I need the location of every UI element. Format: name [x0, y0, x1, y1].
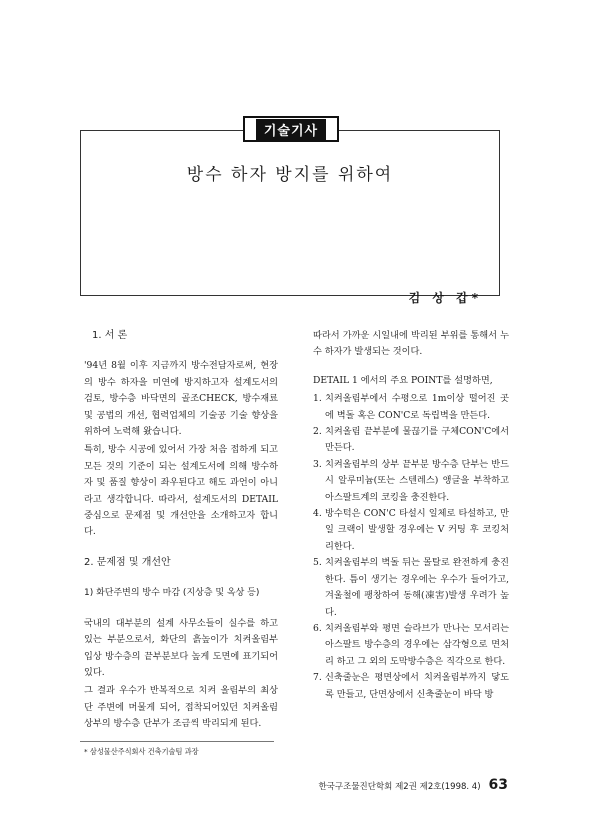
detail-list — [313, 391, 509, 703]
author-name: 김 상 갑* — [408, 291, 482, 305]
right-column — [313, 328, 509, 703]
list-item: 7. 신축줄눈은 평면상에서 치켜올림부까지 닿도록 만들고, 단면상에서 신축줄눈이 바닥 방 — [313, 672, 509, 700]
section-heading-problems: 2. 문제점 및 개선안 — [84, 556, 171, 568]
list-item: 1. 치켜올림부에서 수평으로 1m이상 떨어진 곳에 벽돌 혹은 CON'C로 독립벽을 만든다. — [313, 393, 509, 421]
detail-intro: DETAIL 1 에서의 주요 POINT를 설명하면, — [313, 374, 493, 386]
journal-citation: 한국구조물진단학회 제2권 제2호(1998. 4) — [318, 782, 481, 792]
left-column — [84, 328, 278, 735]
section-heading-introduction: 1. 서 론 — [92, 330, 128, 341]
list-item: 5. 치켜올림부의 벽돌 뒤는 몰탈로 완전하게 충진한다. 틈이 생기는 경우에는 우수가 들어가고, 겨울철에 팽창하여 동해(凍害)발생 우려가 높다. — [313, 557, 509, 618]
article-title: 방수 하자 방지를 위하여 — [186, 165, 394, 185]
header-box — [80, 130, 500, 296]
list-item: 2. 치켜올림 끝부분에 물끊기를 구체CON'C에서 만든다. — [313, 426, 509, 454]
footnote-divider — [80, 741, 274, 742]
category-badge — [243, 116, 339, 142]
paragraph: 국내의 대부분의 설계 사무소들이 실수를 하고 있는 부분으로서, 화단의 흙높이가 치켜올림부 입상 방수층의 끝부분보다 높게 도면에 표기되어 있다. — [84, 617, 278, 678]
list-item: 3. 치켜올림부의 상부 끝부분 방수층 단부는 반드시 알루미늄(또는 스텐레스) 앵글을 부착하고 아스팔트계의 코킹을 충진한다. — [313, 458, 509, 503]
paragraph: 따라서 가까운 시일내에 박리된 부위를 통해서 누수 하자가 발생되는 것이다. — [313, 330, 509, 358]
list-item: 6. 치켜올림부와 평면 슬라브가 만나는 모서리는 아스팔트 방수층의 경우에는 삼각형으로 면처리 하고 그 외의 도막방수층은 직각으로 한다. — [313, 622, 509, 667]
subsection-heading: 1) 화단주변의 방수 마감 (지상층 및 옥상 등) — [84, 588, 260, 599]
page-number: 63 — [488, 777, 508, 793]
paragraph: 그 결과 우수가 반복적으로 치켜 올림부의 최상단 주변에 머물게 되어, 접착되어있던 치켜올림 상부의 방수층 단부가 조금씩 박리되게 된다. — [84, 685, 278, 730]
page-footer — [318, 777, 508, 793]
paragraph: '94년 8월 이후 지금까지 방수전담자로써, 현장의 방수 하자을 미연에 방지하고자 설계도서의 검토, 방수층 바닥면의 골조CHECK, 방수재료 및 공법의 개선, 협력업체의 기술공 기술 향상을 위하여 노력해 왔습니다. — [84, 360, 278, 438]
paragraph: 특히, 방수 시공에 있어서 가장 처음 접하게 되고 모든 것의 기준이 되는 설계도서에 의해 방수하자 및 품질 향상이 좌우된다고 해도 과언이 아니라고 생각합니다. 따라서, 설계도서의 DETAIL 중심으로 문제점 및 개선안을 소개하고자 합니다. — [84, 444, 278, 538]
list-item: 4. 방수턱은 CON'C 타설시 일체로 타설하고, 만일 크랙이 발생할 경우에는 V 커팅 후 코킹처리한다. — [313, 508, 509, 552]
footnote: * 삼성물산주식회사 건축기술팀 과장 — [84, 747, 199, 756]
category-badge-label: 기술기사 — [256, 119, 326, 140]
